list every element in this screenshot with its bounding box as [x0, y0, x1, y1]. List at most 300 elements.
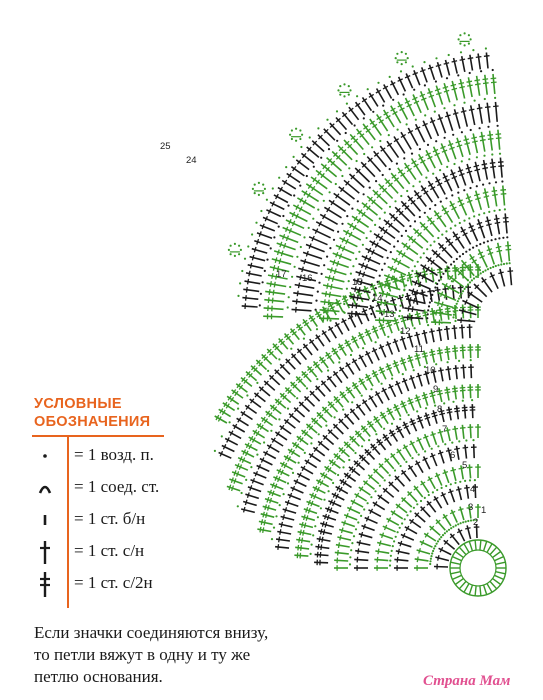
stitch-cross	[279, 537, 280, 543]
stitch-cross	[437, 330, 443, 331]
stitch-mark	[275, 547, 289, 548]
stitch-mark	[236, 384, 247, 393]
chain-dot	[411, 153, 413, 155]
chain-dot	[328, 148, 330, 150]
stitch-mark	[336, 118, 347, 130]
stitch-cross	[380, 541, 381, 546]
chain-dot	[462, 521, 464, 523]
center-stitch	[464, 584, 469, 593]
chain-dot	[372, 111, 374, 113]
chain-dot	[464, 288, 466, 290]
stitch-mark	[486, 53, 488, 69]
stitch-cross	[325, 514, 327, 519]
chain-dot	[400, 305, 402, 307]
stitch-cross	[423, 356, 428, 357]
chain-dot	[370, 496, 372, 498]
stitch-cross	[488, 139, 494, 140]
chain-dot	[310, 442, 312, 444]
stitch-mark	[470, 55, 473, 71]
stitch-cross	[260, 527, 261, 533]
chain-dot	[450, 527, 452, 529]
chain-dot	[457, 192, 459, 194]
stitch-mark	[246, 273, 262, 276]
stitch-cross	[363, 524, 365, 529]
stitch-cross	[424, 415, 429, 417]
chain-dot	[426, 248, 428, 250]
stitch-cross	[415, 314, 421, 315]
stitch-cross	[270, 498, 272, 503]
picot-dot	[464, 32, 466, 34]
stitch-cross	[323, 529, 324, 535]
chain-dot	[366, 237, 368, 239]
chain-dot	[471, 399, 473, 401]
chain-dot	[273, 527, 275, 529]
row-number-label: 1	[481, 505, 487, 516]
chain-dot	[403, 93, 405, 95]
stitch-mark	[375, 320, 395, 321]
chain-dot	[462, 253, 464, 255]
chain-dot	[237, 295, 239, 297]
stitch-cross	[328, 308, 329, 314]
stitch-cross	[447, 412, 453, 413]
chain-dot	[461, 160, 463, 162]
chain-dot	[473, 277, 475, 279]
stitch-mark	[328, 430, 338, 440]
chain-dot	[459, 295, 461, 297]
stitch-cross	[449, 147, 454, 149]
stitch-mark	[448, 366, 450, 380]
stitch-cross	[453, 368, 459, 369]
stitch-mark	[332, 152, 347, 166]
stitch-cross	[244, 507, 245, 512]
stitch-cross	[445, 115, 450, 117]
stitch-cross	[385, 280, 390, 282]
chain-dot	[487, 268, 489, 270]
picot-dot	[459, 43, 461, 45]
chain-dot	[255, 222, 257, 224]
stitch-cross	[427, 291, 433, 292]
chain-dot	[329, 247, 331, 249]
chain-dot	[361, 395, 363, 397]
stitch-mark	[322, 293, 342, 296]
stitch-mark	[355, 551, 369, 553]
chain-dot	[416, 503, 418, 505]
stitch-cross	[327, 515, 329, 520]
stitch-mark	[398, 102, 407, 120]
chain-dot	[300, 246, 302, 248]
stitch-mark	[311, 177, 327, 189]
picot-dot	[349, 89, 351, 91]
stitch-cross	[430, 434, 435, 436]
stitch-mark	[285, 334, 294, 345]
stitch-mark	[487, 103, 490, 123]
chain-dot	[438, 279, 440, 281]
chain-dot	[399, 527, 401, 529]
stitch-cross	[438, 555, 439, 560]
chain-dot	[433, 290, 435, 292]
chain-dot	[470, 129, 472, 131]
chain-dot	[474, 100, 476, 102]
legend-item-label: = 1 ст. с/н	[74, 541, 145, 560]
chain-dot	[346, 288, 348, 290]
stitch-mark	[297, 324, 305, 335]
stitch-mark	[432, 268, 434, 282]
chain-dot	[418, 454, 420, 456]
stitch-cross	[234, 479, 236, 484]
stitch-cross	[475, 198, 480, 200]
chain-dot	[440, 201, 442, 203]
picot-dot	[348, 85, 350, 87]
chain-dot	[469, 187, 471, 189]
stitch-mark	[293, 293, 313, 296]
chain-dot	[401, 299, 403, 301]
stitch-mark	[408, 128, 418, 146]
stitch-cross	[458, 170, 463, 172]
stitch-cross	[401, 320, 406, 322]
chain-dot	[485, 47, 487, 49]
chain-dot	[260, 293, 262, 295]
stitch-cross	[459, 174, 464, 176]
stitch-mark	[297, 198, 314, 208]
stitch-cross	[444, 90, 449, 92]
chain-dot	[463, 102, 465, 104]
chain-dot	[241, 492, 243, 494]
stitch-mark	[473, 134, 477, 154]
stitch-mark	[496, 215, 499, 235]
chain-dot	[499, 153, 501, 155]
chain-dot	[341, 223, 343, 225]
stitch-mark	[301, 260, 320, 266]
chain-dot	[303, 338, 305, 340]
chain-dot	[410, 510, 412, 512]
stitch-cross	[431, 412, 436, 414]
stitch-mark	[457, 405, 459, 419]
chain-dot	[432, 550, 434, 552]
stitch-mark	[322, 407, 332, 417]
stitch-cross	[275, 257, 277, 262]
stitch-cross	[263, 512, 264, 518]
stitch-cross	[429, 351, 435, 352]
stitch-cross	[432, 415, 437, 417]
chain-dot	[509, 262, 511, 264]
stitch-mark	[292, 309, 312, 310]
stitch-mark	[498, 243, 502, 263]
chain-dot	[479, 243, 481, 245]
chain-dot	[392, 99, 394, 101]
chain-dot	[490, 267, 492, 269]
stitch-mark	[474, 444, 475, 458]
stitch-cross	[280, 242, 282, 247]
legend-item-single-crochet	[32, 505, 232, 535]
chain-dot	[287, 408, 289, 410]
center-stitch	[451, 562, 461, 564]
stitch-mark	[339, 448, 350, 457]
chain-dot	[379, 275, 381, 277]
stitch-mark	[342, 112, 352, 124]
note-line: то петли вяжут в одну и ту же	[34, 645, 251, 664]
chain-dot	[371, 306, 373, 308]
chain-dot	[424, 212, 426, 214]
legend-item-label: = 1 возд. п.	[74, 445, 154, 464]
chain-dot	[472, 439, 474, 441]
legend-item-double-crochet	[32, 537, 232, 567]
stitch-mark	[323, 435, 334, 444]
chain-dot	[436, 489, 438, 491]
chain-dot	[361, 445, 363, 447]
stitch-mark	[462, 345, 463, 359]
stitch-mark	[447, 346, 449, 360]
stitch-cross	[358, 548, 359, 554]
stitch-mark	[292, 354, 301, 365]
chain-dot	[356, 95, 358, 97]
stitch-cross	[453, 113, 458, 115]
stitch-cross	[453, 311, 459, 312]
chain-dot	[397, 240, 399, 242]
chain-dot	[434, 111, 436, 113]
stitch-mark	[377, 114, 388, 131]
stitch-cross	[401, 362, 406, 364]
stitch-mark	[334, 454, 345, 463]
stitch-cross	[456, 141, 461, 143]
stitch-mark	[296, 540, 310, 542]
stitch-mark	[438, 243, 452, 258]
chain-dot	[379, 140, 381, 142]
chain-dot	[368, 439, 370, 441]
stitch-mark	[484, 160, 488, 180]
stitch-cross	[458, 509, 463, 511]
row-number-label: 2	[473, 517, 479, 528]
chain-dot	[358, 251, 360, 253]
chain-dot	[392, 545, 394, 547]
chain-dot	[443, 402, 445, 404]
chain-dot	[221, 435, 223, 437]
stitch-cross	[308, 508, 310, 513]
stitch-cross	[342, 528, 344, 533]
stitch-mark	[316, 222, 334, 231]
chain-dot	[414, 327, 416, 329]
note-line: Если значки соединяются внизу,	[34, 623, 269, 642]
stitch-cross	[480, 140, 486, 141]
chain-dot	[436, 283, 438, 285]
stitch-mark	[318, 135, 330, 146]
stitch-mark	[460, 79, 464, 99]
chain-dot	[304, 452, 306, 454]
chain-dot	[451, 194, 453, 196]
row-number-label: 9	[433, 384, 439, 395]
chain-dot	[296, 256, 298, 258]
stitch-cross	[273, 290, 274, 296]
stitch-cross	[455, 411, 461, 412]
chain-dot	[434, 545, 436, 547]
chain-dot	[350, 273, 352, 275]
picot-dot	[262, 184, 264, 186]
chain-dot	[246, 394, 248, 396]
stitch-mark	[505, 213, 507, 233]
chain-dot	[384, 479, 386, 481]
center-stitch	[494, 557, 503, 561]
chain-dot	[395, 536, 397, 538]
stitch-cross	[327, 283, 328, 289]
chain-dot	[394, 200, 396, 202]
legend-item-label: = 1 ст. б/н	[74, 509, 146, 528]
chain-dot	[273, 236, 275, 238]
stitch-cross	[503, 218, 509, 219]
stitch-cross	[247, 287, 248, 293]
chain-dot	[433, 241, 435, 243]
chain-dot	[431, 294, 433, 296]
chain-dot	[363, 153, 365, 155]
stitch-mark	[494, 187, 497, 207]
stitch-cross	[249, 271, 250, 277]
stitch-mark	[276, 539, 290, 541]
chain-dot	[382, 174, 384, 176]
stitch-mark	[478, 54, 480, 70]
stitch-cross	[452, 328, 458, 329]
picot-dot	[348, 94, 350, 96]
chain-dot	[393, 246, 395, 248]
picot-dot	[254, 184, 256, 186]
stitch-cross	[281, 522, 282, 527]
chain-dot	[492, 69, 494, 71]
picot-dot	[459, 34, 461, 36]
chain-dot	[398, 315, 400, 317]
center-stitch	[464, 544, 469, 553]
stitch-cross	[462, 407, 468, 408]
picot-dot	[464, 44, 466, 46]
chain-stitch-icon	[32, 441, 66, 471]
stitch-cross	[412, 306, 413, 312]
stitch-cross	[486, 224, 491, 225]
chain-dot	[445, 230, 447, 232]
chain-dot	[446, 166, 448, 168]
chain-dot	[414, 220, 416, 222]
stitch-cross	[270, 281, 271, 287]
chain-dot	[454, 308, 456, 310]
chain-dot	[414, 265, 416, 267]
chain-dot	[455, 524, 457, 526]
chain-dot	[354, 124, 356, 126]
chain-dot	[272, 187, 274, 189]
stitch-cross	[254, 247, 256, 252]
chain-dot	[412, 185, 414, 187]
chain-dot	[474, 479, 476, 481]
stitch-mark	[292, 301, 312, 303]
stitch-mark	[447, 326, 449, 340]
stitch-cross	[425, 417, 430, 419]
stitch-mark	[487, 217, 492, 236]
stitch-cross	[359, 271, 361, 276]
chain-dot	[351, 542, 353, 544]
chain-dot	[435, 80, 437, 82]
stitch-mark	[344, 442, 354, 452]
chain-dot	[412, 65, 414, 67]
stitch-mark	[465, 445, 467, 459]
picot-dot	[343, 95, 345, 97]
stitch-cross	[414, 298, 415, 304]
picot-dot	[258, 194, 260, 196]
chain-dot	[451, 442, 453, 444]
stitch-mark	[474, 284, 487, 297]
stitch-mark	[329, 200, 346, 211]
legend-item-treble-crochet	[32, 569, 232, 599]
stitch-cross	[444, 63, 449, 64]
stitch-cross	[335, 269, 337, 274]
chain-dot	[484, 98, 486, 100]
stitch-mark	[444, 83, 450, 102]
chain-dot	[288, 296, 290, 298]
stitch-cross	[302, 538, 303, 544]
chain-dot	[338, 361, 340, 363]
stitch-mark	[436, 520, 445, 531]
chain-dot	[440, 276, 442, 278]
stitch-cross	[299, 537, 300, 543]
chain-dot	[237, 408, 239, 410]
chain-dot	[450, 263, 452, 265]
stitch-mark	[368, 475, 379, 484]
chain-dot	[437, 237, 439, 239]
stitch-cross	[490, 163, 496, 164]
chain-dot	[472, 49, 474, 51]
stitch-cross	[437, 350, 443, 351]
stitch-mark	[471, 364, 472, 378]
legend-item-slip	[32, 473, 232, 503]
chain-dot	[379, 218, 381, 220]
stitch-cross	[386, 292, 387, 297]
stitch-mark	[344, 180, 359, 193]
chain-dot	[244, 258, 246, 260]
center-stitch	[494, 575, 503, 579]
picot-dot	[405, 61, 407, 63]
stitch-mark	[467, 485, 469, 499]
center-stitch	[480, 540, 481, 550]
chain-dot	[397, 531, 399, 533]
stitch-mark	[302, 430, 313, 439]
chain-dot	[384, 263, 386, 265]
stitch-cross	[454, 408, 460, 409]
stitch-mark	[245, 281, 261, 284]
chain-dot	[384, 212, 386, 214]
chain-dot	[405, 461, 407, 463]
stitch-cross	[251, 263, 252, 269]
chain-dot	[391, 550, 393, 552]
stitch-mark	[463, 365, 464, 379]
stitch-mark	[243, 289, 259, 291]
stitch-mark	[333, 424, 343, 434]
chain-dot	[457, 523, 459, 525]
stitch-cross	[452, 88, 457, 89]
stitch-cross	[465, 528, 470, 529]
center-stitch	[490, 581, 497, 588]
chain-dot	[433, 547, 435, 549]
chain-dot	[430, 555, 432, 557]
stitch-mark	[242, 298, 258, 300]
chain-dot	[437, 540, 439, 542]
chain-dot	[375, 180, 377, 182]
stitch-cross	[281, 251, 283, 256]
stitch-mark	[470, 424, 471, 438]
chain-dot	[346, 215, 348, 217]
chain-dot	[476, 245, 478, 247]
chain-dot	[389, 206, 391, 208]
chain-dot	[300, 146, 302, 148]
chain-dot	[436, 543, 438, 545]
stitch-cross	[496, 138, 502, 139]
chain-dot	[337, 474, 339, 476]
picot-dot	[289, 134, 291, 136]
chain-dot	[413, 369, 415, 371]
stitch-mark	[408, 492, 417, 502]
stitch-mark	[387, 141, 399, 157]
